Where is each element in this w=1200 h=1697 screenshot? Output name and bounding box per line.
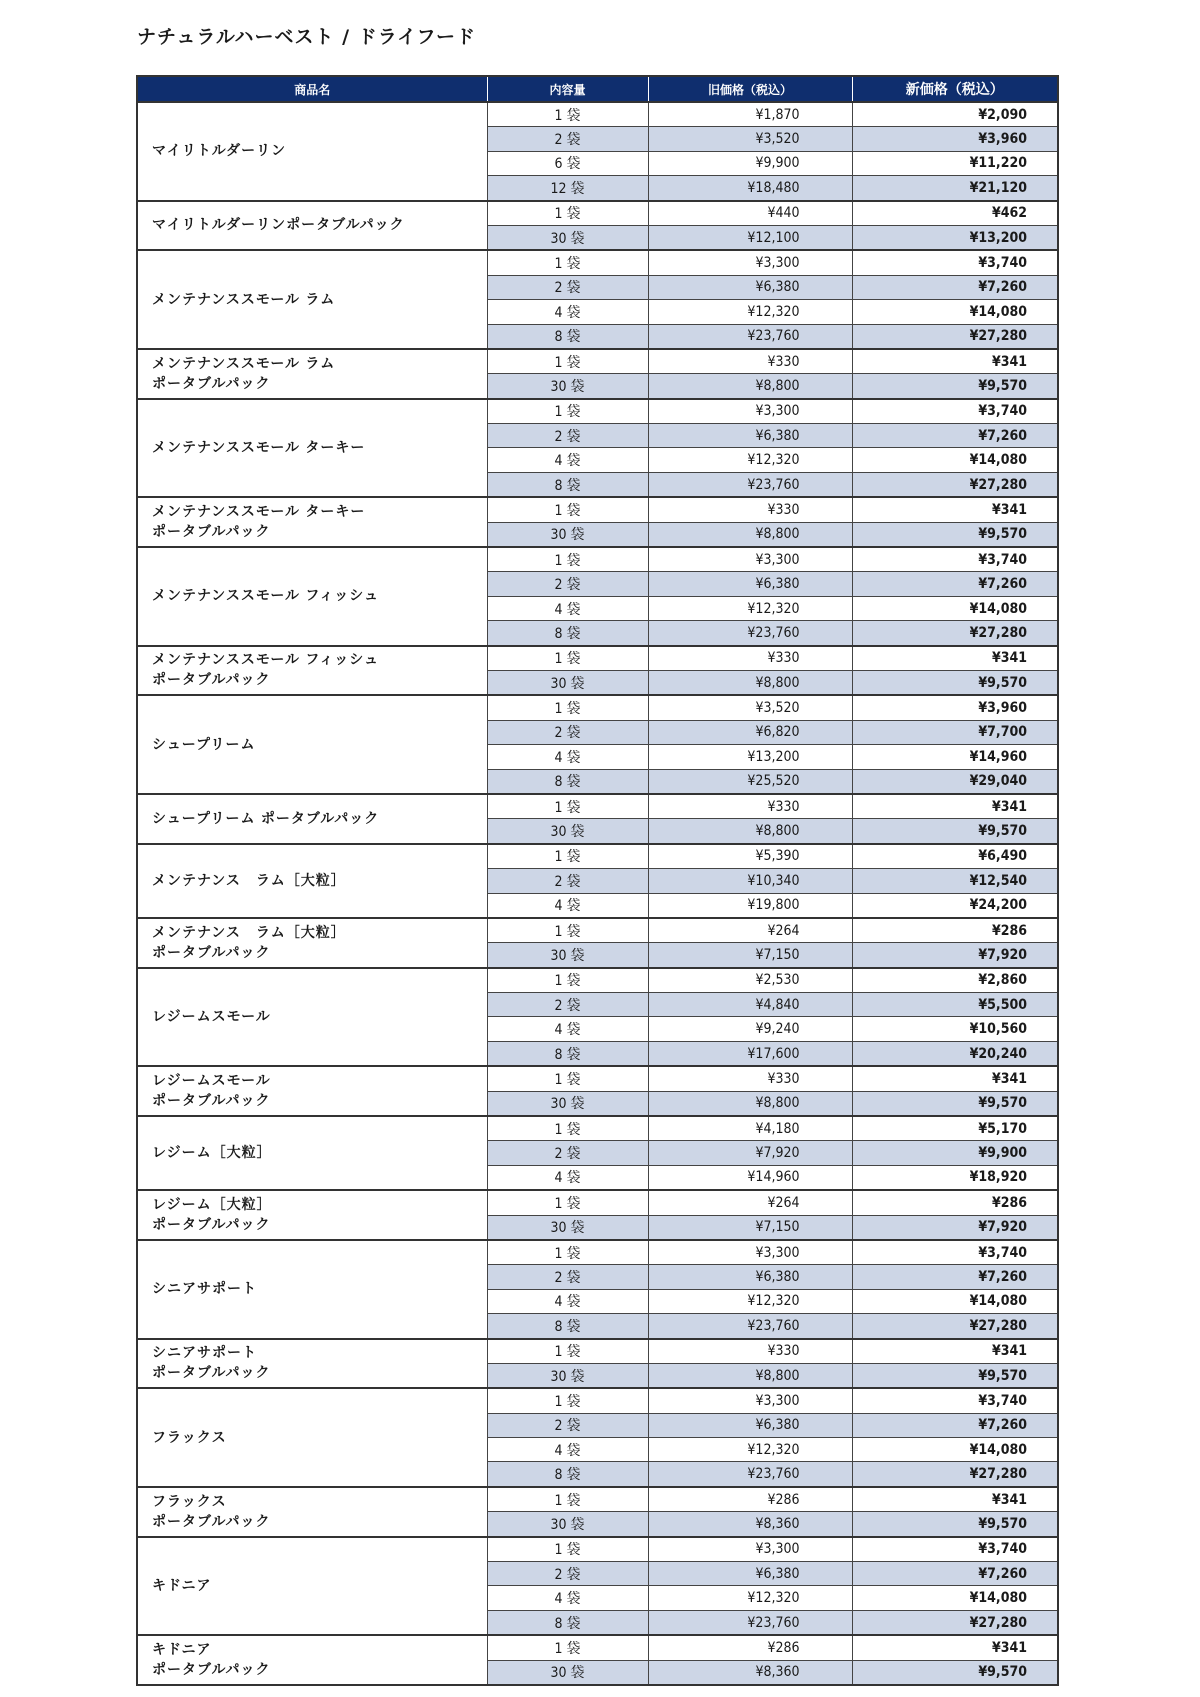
product-name-cell xyxy=(137,1537,487,1636)
new-price-cell: ¥27,280 xyxy=(852,472,1058,497)
new-price-cell: ¥27,280 xyxy=(852,1314,1058,1339)
old-price-cell: ¥12,320 xyxy=(648,300,852,324)
old-price-cell: ¥3,520 xyxy=(648,695,852,720)
old-price-cell: ¥3,300 xyxy=(648,399,852,424)
old-price-cell: ¥10,340 xyxy=(648,869,852,893)
quantity-cell: 2 袋 xyxy=(487,869,648,893)
product-name-line: メンテナンススモール ラム xyxy=(152,355,336,372)
new-price-cell: ¥3,740 xyxy=(852,250,1058,275)
old-price-cell: ¥286 xyxy=(648,1635,852,1660)
quantity-cell: 2 袋 xyxy=(487,1265,648,1289)
new-price-cell: ¥3,740 xyxy=(852,1240,1058,1265)
table-row xyxy=(137,695,1058,720)
price-table xyxy=(136,75,1059,1686)
table-row xyxy=(137,1537,1058,1562)
old-price-cell: ¥330 xyxy=(648,1339,852,1364)
product-name-cell xyxy=(137,250,487,349)
old-price-cell: ¥6,380 xyxy=(648,424,852,448)
old-price-cell: ¥6,820 xyxy=(648,720,852,744)
old-price-cell: ¥17,600 xyxy=(648,1041,852,1066)
new-price-cell: ¥2,860 xyxy=(852,968,1058,993)
quantity-cell: 2 袋 xyxy=(487,720,648,744)
product-name-line: フラックス xyxy=(152,1429,227,1446)
new-price-cell: ¥341 xyxy=(852,1635,1058,1660)
new-price-cell: ¥12,540 xyxy=(852,869,1058,893)
product-name-cell xyxy=(137,1339,487,1389)
table-row xyxy=(137,1339,1058,1364)
quantity-cell: 4 袋 xyxy=(487,1438,648,1462)
header-content: 内容量 xyxy=(487,76,648,102)
header-product-name: 商品名 xyxy=(137,76,487,102)
old-price-cell: ¥3,300 xyxy=(648,250,852,275)
new-price-cell: ¥7,260 xyxy=(852,572,1058,596)
new-price-cell: ¥9,570 xyxy=(852,522,1058,547)
quantity-cell: 30 袋 xyxy=(487,1215,648,1240)
quantity-cell: 1 袋 xyxy=(487,794,648,819)
old-price-cell: ¥23,760 xyxy=(648,472,852,497)
product-name-line: レジームスモール xyxy=(152,1073,271,1090)
product-name-cell xyxy=(137,794,487,844)
product-name-cell xyxy=(137,497,487,547)
product-name-line: メンテナンススモール フィッシュ xyxy=(152,588,380,605)
new-price-cell: ¥6,490 xyxy=(852,844,1058,869)
product-name-cell xyxy=(137,399,487,498)
quantity-cell: 1 袋 xyxy=(487,1190,648,1215)
new-price-cell: ¥7,920 xyxy=(852,943,1058,968)
old-price-cell: ¥12,320 xyxy=(648,1586,852,1610)
quantity-cell: 30 袋 xyxy=(487,670,648,695)
new-price-cell: ¥27,280 xyxy=(852,621,1058,646)
old-price-cell: ¥6,380 xyxy=(648,1265,852,1289)
new-price-cell: ¥7,260 xyxy=(852,1562,1058,1586)
table-row xyxy=(137,1388,1058,1413)
quantity-cell: 2 袋 xyxy=(487,1562,648,1586)
new-price-cell: ¥18,920 xyxy=(852,1165,1058,1190)
old-price-cell: ¥23,760 xyxy=(648,1462,852,1487)
new-price-cell: ¥14,080 xyxy=(852,1438,1058,1462)
old-price-cell: ¥3,300 xyxy=(648,1388,852,1413)
header-old-price: 旧価格（税込） xyxy=(648,76,852,102)
old-price-cell: ¥7,150 xyxy=(648,943,852,968)
new-price-cell: ¥9,570 xyxy=(852,1512,1058,1537)
quantity-cell: 8 袋 xyxy=(487,1314,648,1339)
new-price-cell: ¥5,500 xyxy=(852,993,1058,1017)
quantity-cell: 2 袋 xyxy=(487,572,648,596)
table-row xyxy=(137,1116,1058,1141)
old-price-cell: ¥23,760 xyxy=(648,621,852,646)
quantity-cell: 4 袋 xyxy=(487,745,648,769)
product-name-cell xyxy=(137,102,487,201)
quantity-cell: 1 袋 xyxy=(487,1339,648,1364)
old-price-cell: ¥19,800 xyxy=(648,893,852,918)
quantity-cell: 4 袋 xyxy=(487,1289,648,1313)
new-price-cell: ¥7,260 xyxy=(852,1413,1058,1437)
new-price-cell: ¥24,200 xyxy=(852,893,1058,918)
old-price-cell: ¥12,320 xyxy=(648,596,852,620)
old-price-cell: ¥6,380 xyxy=(648,1562,852,1586)
old-price-cell: ¥3,300 xyxy=(648,1537,852,1562)
product-name-line: レジーム［大粒］ xyxy=(152,1197,272,1214)
quantity-cell: 30 袋 xyxy=(487,225,648,250)
table-row xyxy=(137,399,1058,424)
old-price-cell: ¥3,520 xyxy=(648,127,852,151)
old-price-cell: ¥440 xyxy=(648,201,852,226)
new-price-cell: ¥29,040 xyxy=(852,769,1058,794)
table-row xyxy=(137,1635,1058,1660)
product-name-cell xyxy=(137,695,487,794)
table-row xyxy=(137,1066,1058,1091)
product-name-line: ポータブルパック xyxy=(152,672,271,689)
quantity-cell: 1 袋 xyxy=(487,1537,648,1562)
product-name-line: ポータブルパック xyxy=(152,524,271,541)
new-price-cell: ¥11,220 xyxy=(852,151,1058,175)
product-name-cell xyxy=(137,918,487,968)
new-price-cell: ¥341 xyxy=(852,1339,1058,1364)
new-price-cell: ¥341 xyxy=(852,646,1058,671)
quantity-cell: 1 袋 xyxy=(487,547,648,572)
product-name-line: ポータブルパック xyxy=(152,944,271,961)
table-row xyxy=(137,201,1058,226)
product-name-line: メンテナンススモール ラム xyxy=(152,291,336,308)
new-price-cell: ¥5,170 xyxy=(852,1116,1058,1141)
quantity-cell: 2 袋 xyxy=(487,993,648,1017)
table-row xyxy=(137,102,1058,127)
quantity-cell: 2 袋 xyxy=(487,275,648,299)
quantity-cell: 1 袋 xyxy=(487,1487,648,1512)
table-row xyxy=(137,349,1058,374)
old-price-cell: ¥8,360 xyxy=(648,1660,852,1685)
table-row xyxy=(137,646,1058,671)
new-price-cell: ¥341 xyxy=(852,1066,1058,1091)
old-price-cell: ¥18,480 xyxy=(648,176,852,201)
quantity-cell: 30 袋 xyxy=(487,1363,648,1388)
new-price-cell: ¥9,570 xyxy=(852,374,1058,399)
old-price-cell: ¥4,180 xyxy=(648,1116,852,1141)
old-price-cell: ¥12,320 xyxy=(648,448,852,472)
new-price-cell: ¥10,560 xyxy=(852,1017,1058,1041)
new-price-cell: ¥9,900 xyxy=(852,1141,1058,1165)
old-price-cell: ¥13,200 xyxy=(648,745,852,769)
new-price-cell: ¥20,240 xyxy=(852,1041,1058,1066)
product-name-cell xyxy=(137,547,487,646)
quantity-cell: 1 袋 xyxy=(487,1116,648,1141)
table-row xyxy=(137,918,1058,943)
table-row xyxy=(137,844,1058,869)
product-name-line: ポータブルパック xyxy=(152,1662,271,1679)
old-price-cell: ¥12,320 xyxy=(648,1438,852,1462)
new-price-cell: ¥7,260 xyxy=(852,275,1058,299)
product-name-line: ポータブルパック xyxy=(152,375,271,392)
old-price-cell: ¥330 xyxy=(648,646,852,671)
old-price-cell: ¥25,520 xyxy=(648,769,852,794)
new-price-cell: ¥9,570 xyxy=(852,670,1058,695)
old-price-cell: ¥330 xyxy=(648,794,852,819)
quantity-cell: 30 袋 xyxy=(487,1512,648,1537)
new-price-cell: ¥7,920 xyxy=(852,1215,1058,1240)
product-name-line: マイリトルダーリン xyxy=(152,143,287,160)
old-price-cell: ¥330 xyxy=(648,1066,852,1091)
old-price-cell: ¥8,360 xyxy=(648,1512,852,1537)
quantity-cell: 8 袋 xyxy=(487,1041,648,1066)
quantity-cell: 2 袋 xyxy=(487,424,648,448)
product-name-line: シニアサポート xyxy=(152,1281,257,1298)
quantity-cell: 1 袋 xyxy=(487,250,648,275)
new-price-cell: ¥341 xyxy=(852,497,1058,522)
product-name-line: レジームスモール xyxy=(152,1008,271,1025)
product-name-line: シニアサポート xyxy=(152,1345,257,1362)
page-title: ナチュラルハーベスト / ドライフード xyxy=(137,26,476,48)
new-price-cell: ¥341 xyxy=(852,794,1058,819)
quantity-cell: 30 袋 xyxy=(487,522,648,547)
new-price-cell: ¥3,740 xyxy=(852,1537,1058,1562)
old-price-cell: ¥8,800 xyxy=(648,819,852,844)
old-price-cell: ¥23,760 xyxy=(648,324,852,349)
product-name-line: メンテナンススモール ターキー xyxy=(152,439,366,456)
product-name-cell xyxy=(137,646,487,696)
product-name-cell xyxy=(137,1388,487,1487)
new-price-cell: ¥27,280 xyxy=(852,1610,1058,1635)
new-price-cell: ¥3,740 xyxy=(852,547,1058,572)
quantity-cell: 1 袋 xyxy=(487,1388,648,1413)
product-name-line: ポータブルパック xyxy=(152,1217,271,1234)
quantity-cell: 1 袋 xyxy=(487,844,648,869)
quantity-cell: 1 袋 xyxy=(487,918,648,943)
quantity-cell: 1 袋 xyxy=(487,399,648,424)
new-price-cell: ¥341 xyxy=(852,1487,1058,1512)
table-row xyxy=(137,1240,1058,1265)
quantity-cell: 1 袋 xyxy=(487,349,648,374)
product-name-cell xyxy=(137,1487,487,1537)
product-name-line: シュープリーム xyxy=(152,736,256,753)
product-name-line: レジーム［大粒］ xyxy=(152,1145,272,1162)
product-name-line: キドニア xyxy=(152,1577,212,1594)
old-price-cell: ¥8,800 xyxy=(648,1363,852,1388)
quantity-cell: 1 袋 xyxy=(487,968,648,993)
new-price-cell: ¥341 xyxy=(852,349,1058,374)
new-price-cell: ¥7,700 xyxy=(852,720,1058,744)
quantity-cell: 4 袋 xyxy=(487,1017,648,1041)
new-price-cell: ¥21,120 xyxy=(852,176,1058,201)
new-price-cell: ¥27,280 xyxy=(852,324,1058,349)
quantity-cell: 30 袋 xyxy=(487,1091,648,1116)
quantity-cell: 8 袋 xyxy=(487,621,648,646)
product-name-cell xyxy=(137,349,487,399)
quantity-cell: 1 袋 xyxy=(487,695,648,720)
quantity-cell: 8 袋 xyxy=(487,1462,648,1487)
quantity-cell: 1 袋 xyxy=(487,1635,648,1660)
old-price-cell: ¥12,320 xyxy=(648,1289,852,1313)
old-price-cell: ¥286 xyxy=(648,1487,852,1512)
product-name-line: メンテナンススモール フィッシュ xyxy=(152,652,380,669)
product-name-line: メンテナンススモール ターキー xyxy=(152,504,366,521)
new-price-cell: ¥14,080 xyxy=(852,300,1058,324)
table-header-row xyxy=(137,76,1058,102)
quantity-cell: 4 袋 xyxy=(487,596,648,620)
quantity-cell: 8 袋 xyxy=(487,769,648,794)
product-name-line: フラックス xyxy=(152,1493,227,1510)
new-price-cell: ¥9,570 xyxy=(852,819,1058,844)
product-name-cell xyxy=(137,1116,487,1190)
table-row xyxy=(137,968,1058,993)
new-price-cell: ¥3,740 xyxy=(852,399,1058,424)
quantity-cell: 2 袋 xyxy=(487,1413,648,1437)
new-price-cell: ¥3,740 xyxy=(852,1388,1058,1413)
old-price-cell: ¥4,840 xyxy=(648,993,852,1017)
old-price-cell: ¥5,390 xyxy=(648,844,852,869)
old-price-cell: ¥9,240 xyxy=(648,1017,852,1041)
old-price-cell: ¥264 xyxy=(648,918,852,943)
old-price-cell: ¥23,760 xyxy=(648,1610,852,1635)
old-price-cell: ¥7,920 xyxy=(648,1141,852,1165)
table-row xyxy=(137,547,1058,572)
quantity-cell: 4 袋 xyxy=(487,1586,648,1610)
new-price-cell: ¥3,960 xyxy=(852,127,1058,151)
quantity-cell: 2 袋 xyxy=(487,127,648,151)
new-price-cell: ¥14,960 xyxy=(852,745,1058,769)
table-row xyxy=(137,794,1058,819)
new-price-cell: ¥2,090 xyxy=(852,102,1058,127)
old-price-cell: ¥6,380 xyxy=(648,275,852,299)
quantity-cell: 1 袋 xyxy=(487,1066,648,1091)
quantity-cell: 4 袋 xyxy=(487,448,648,472)
old-price-cell: ¥264 xyxy=(648,1190,852,1215)
product-name-cell xyxy=(137,1635,487,1685)
new-price-cell: ¥27,280 xyxy=(852,1462,1058,1487)
product-name-cell xyxy=(137,1190,487,1240)
quantity-cell: 4 袋 xyxy=(487,1165,648,1190)
product-name-cell xyxy=(137,201,487,251)
new-price-cell: ¥9,570 xyxy=(852,1363,1058,1388)
new-price-cell: ¥7,260 xyxy=(852,424,1058,448)
quantity-cell: 8 袋 xyxy=(487,472,648,497)
old-price-cell: ¥8,800 xyxy=(648,522,852,547)
old-price-cell: ¥3,300 xyxy=(648,1240,852,1265)
product-name-line: ポータブルパック xyxy=(152,1093,271,1110)
product-name-line: メンテナンス ラム［大粒］ xyxy=(152,924,346,941)
quantity-cell: 4 袋 xyxy=(487,893,648,918)
product-name-cell xyxy=(137,1240,487,1339)
quantity-cell: 30 袋 xyxy=(487,374,648,399)
quantity-cell: 1 袋 xyxy=(487,201,648,226)
product-name-line: マイリトルダーリンポータブルパック xyxy=(152,217,405,234)
quantity-cell: 6 袋 xyxy=(487,151,648,175)
old-price-cell: ¥14,960 xyxy=(648,1165,852,1190)
product-name-line: ポータブルパック xyxy=(152,1513,271,1530)
old-price-cell: ¥1,870 xyxy=(648,102,852,127)
product-name-cell xyxy=(137,1066,487,1116)
old-price-cell: ¥2,530 xyxy=(648,968,852,993)
old-price-cell: ¥6,380 xyxy=(648,572,852,596)
quantity-cell: 30 袋 xyxy=(487,943,648,968)
old-price-cell: ¥9,900 xyxy=(648,151,852,175)
new-price-cell: ¥462 xyxy=(852,201,1058,226)
quantity-cell: 30 袋 xyxy=(487,819,648,844)
new-price-cell: ¥14,080 xyxy=(852,448,1058,472)
quantity-cell: 1 袋 xyxy=(487,646,648,671)
table-row xyxy=(137,497,1058,522)
product-name-line: シュープリーム ポータブルパック xyxy=(152,810,380,827)
quantity-cell: 12 袋 xyxy=(487,176,648,201)
new-price-cell: ¥14,080 xyxy=(852,596,1058,620)
quantity-cell: 1 袋 xyxy=(487,102,648,127)
quantity-cell: 30 袋 xyxy=(487,1660,648,1685)
old-price-cell: ¥8,800 xyxy=(648,1091,852,1116)
quantity-cell: 1 袋 xyxy=(487,1240,648,1265)
new-price-cell: ¥286 xyxy=(852,1190,1058,1215)
quantity-cell: 8 袋 xyxy=(487,324,648,349)
table-row xyxy=(137,1190,1058,1215)
new-price-cell: ¥3,960 xyxy=(852,695,1058,720)
product-name-cell xyxy=(137,844,487,918)
new-price-cell: ¥14,080 xyxy=(852,1289,1058,1313)
quantity-cell: 4 袋 xyxy=(487,300,648,324)
old-price-cell: ¥330 xyxy=(648,497,852,522)
old-price-cell: ¥8,800 xyxy=(648,670,852,695)
old-price-cell: ¥7,150 xyxy=(648,1215,852,1240)
header-new-price: 新価格（税込） xyxy=(852,76,1058,102)
old-price-cell: ¥8,800 xyxy=(648,374,852,399)
quantity-cell: 8 袋 xyxy=(487,1610,648,1635)
new-price-cell: ¥7,260 xyxy=(852,1265,1058,1289)
old-price-cell: ¥330 xyxy=(648,349,852,374)
new-price-cell: ¥286 xyxy=(852,918,1058,943)
table-row xyxy=(137,1487,1058,1512)
quantity-cell: 1 袋 xyxy=(487,497,648,522)
new-price-cell: ¥9,570 xyxy=(852,1660,1058,1685)
product-name-line: ポータブルパック xyxy=(152,1365,271,1382)
new-price-cell: ¥14,080 xyxy=(852,1586,1058,1610)
new-price-cell: ¥13,200 xyxy=(852,225,1058,250)
old-price-cell: ¥3,300 xyxy=(648,547,852,572)
product-name-line: メンテナンス ラム［大粒］ xyxy=(152,872,346,889)
old-price-cell: ¥12,100 xyxy=(648,225,852,250)
old-price-cell: ¥6,380 xyxy=(648,1413,852,1437)
old-price-cell: ¥23,760 xyxy=(648,1314,852,1339)
product-name-line: キドニア xyxy=(152,1642,212,1659)
quantity-cell: 2 袋 xyxy=(487,1141,648,1165)
new-price-cell: ¥9,570 xyxy=(852,1091,1058,1116)
price-table-body xyxy=(137,102,1058,1685)
table-row xyxy=(137,250,1058,275)
product-name-cell xyxy=(137,968,487,1067)
